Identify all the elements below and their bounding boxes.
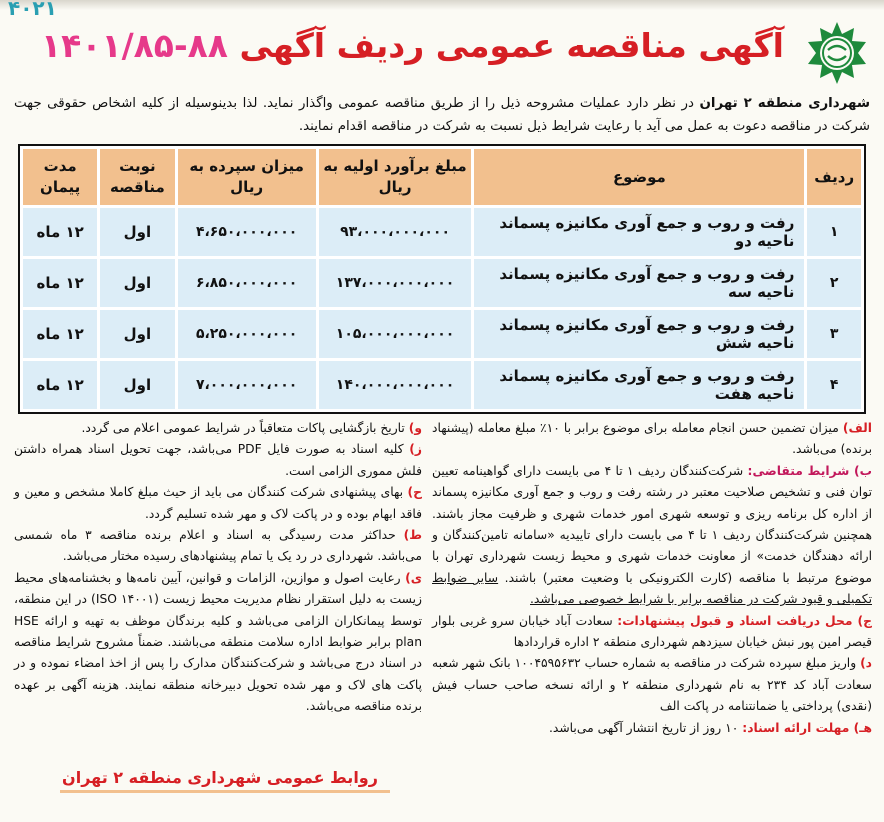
row-estimate: ۱۳۷،۰۰۰،۰۰۰،۰۰۰ (319, 259, 472, 307)
condition-dal-text: واریز مبلغ سپرده شرکت در مناقصه به شماره حساب ۱۰۰۴۵۹۵۶۳۲ بانک شهر شعبه سعادت آباد کد ۲۳۴ به نام شهرداری منطقه ۲ و ارائه نسخه صاحب حساب فیش (نقدی) پرداختی یا ضمانتنامه در پاکت الف (432, 656, 872, 714)
row-round: اول (100, 259, 174, 307)
condition-ye-label: ی) (405, 570, 422, 585)
row-estimate: ۱۴۰،۰۰۰،۰۰۰،۰۰۰ (319, 361, 472, 409)
row-subject: رفت و روب و جمع آوری مکانیزه پسماند ناحیه دو (474, 208, 804, 256)
table-row (23, 259, 861, 307)
footer-underline (60, 790, 390, 793)
row-no: ۳ (807, 310, 861, 358)
row-deposit: ۶،۸۵۰،۰۰۰،۰۰۰ (178, 259, 316, 307)
condition-alef (432, 418, 872, 461)
table-row (23, 310, 861, 358)
intro-paragraph (14, 92, 870, 138)
announcement-title (41, 26, 784, 65)
row-deposit: ۴،۶۵۰،۰۰۰،۰۰۰ (178, 208, 316, 256)
condition-alef-text: میزان تضمین حسن انجام معامله برای موضوع برابر با ۱۰٪ مبلغ معامله (پیشنهاد برنده) می‌باشد. (432, 421, 872, 457)
condition-jim-label: ج) محل دریافت اسناد و قبول پیشنهادات: (617, 613, 872, 628)
row-duration: ۱۲ ماه (23, 361, 97, 409)
row-duration: ۱۲ ماه (23, 208, 97, 256)
header (0, 12, 884, 96)
row-deposit: ۷،۰۰۰،۰۰۰،۰۰۰ (178, 361, 316, 409)
row-duration: ۱۲ ماه (23, 310, 97, 358)
conditions-right-column (432, 418, 872, 739)
condition-ze-label: ز) (409, 442, 422, 457)
tehran-municipality-logo-icon (804, 20, 870, 86)
condition-vav-text: تاریخ بازگشایی پاکات متعاقباً در شرایط عمومی اعلام می گردد. (81, 421, 405, 435)
row-duration: ۱۲ ماه (23, 259, 97, 307)
title-number: ۸۸-۱۴۰۱/۸۵ (41, 26, 228, 65)
condition-be-text: شرکت‌کنندگان ردیف ۱ تا ۴ می بایست دارای گواهینامه تعیین توان فنی و تشخیص صلاحیت معتبر در رشته رفت و روب و جمع آوری مکانیزه پسماند از اداره کل برنامه ریزی و توسعه شهری امور خدمات شهری و ظرفیت مجاز باشند. همچنین شرکت‌کنندگان ردیف ۱ تا ۴ می بایست دارای تاییدیه «سامانه تامین‌کنندگان و ارائه دهندگان خدمت» از معاونت خدمات شهری و محیط زیست شهرداری تهران با موضوع مرتبط با مناقصه (کارت الکترونیکی با وضعیت معتبر) باشند. (432, 463, 872, 585)
condition-he (432, 718, 872, 739)
title-row-label: ردیف آگهی (239, 26, 425, 65)
row-estimate: ۱۰۵،۰۰۰،۰۰۰،۰۰۰ (319, 310, 472, 358)
header-duration: مدت پیمان (23, 149, 97, 205)
header-deposit: میزان سپرده به ریال (178, 149, 316, 205)
row-estimate: ۹۳،۰۰۰،۰۰۰،۰۰۰ (319, 208, 472, 256)
row-round: اول (100, 361, 174, 409)
condition-be-label: ب) شرایط متقاضی: (747, 463, 872, 478)
condition-ta (14, 525, 422, 568)
condition-jim-text: سعادت آباد خیابان سرو غربی بلوار قیصر امین پور نبش خیابان سیزدهم شهرداری منطقه ۲ اداره قراردادها (432, 613, 872, 650)
table-row (23, 208, 861, 256)
header-estimate: مبلغ برآورد اولیه به ریال (319, 149, 472, 205)
conditions-section (14, 418, 872, 808)
condition-vav-label: و) (408, 421, 422, 435)
condition-ze-text: کلیه اسناد به صورت فایل PDF می‌باشد، جهت تحویل اسناد همراه داشتن فلش مموری الزامی است. (14, 442, 422, 478)
row-no: ۴ (807, 361, 861, 409)
condition-ze (14, 439, 422, 482)
condition-alef-label: الف) (842, 421, 872, 435)
page-edge (0, 0, 884, 10)
condition-he2-text: بهای پیشنهادی شرکت کنندگان می باید از حیث مبلغ کاملا مشخص و معین و فاقد ابهام بوده و در پاکت لاک و مهر شده تسلیم گردد. (14, 485, 422, 521)
condition-ta-label: ط) (403, 528, 422, 543)
tender-table (18, 144, 866, 414)
condition-ye-text: رعایت اصول و موازین، الزامات و قوانین، آیین نامه‌ها و بخشنامه‌های محیط زیست به دلیل استقرار نظام مدیریت محیط زیست (ISO ۱۴۰۰۱) در این منطقه، توسط پیمانکاران الزامی می‌باشد و کلیه برندگان موظف به تهیه و ارائه HSE plan برابر ضوابط اداره سلامت منطقه می‌باشند. ضمناً مشروح شرایط مناقصه در اسناد درج می‌باشد و شرکت‌کنندگان مدارک را پس از اخذ امضاء نموده و در پاکت های لاک و مهر شده تحویل دبیرخانه منطقه نمایند. هزینه آگهی بر عهده برنده مناقصه می‌باشد. (14, 570, 422, 714)
condition-jim (432, 611, 872, 654)
title-main: آگهی مناقصه عمومی (435, 26, 784, 65)
row-round: اول (100, 208, 174, 256)
intro-org: شهرداری منطقه ۲ تهران (699, 96, 870, 111)
condition-he-label: هـ) مهلت ارائه اسناد: (742, 720, 872, 735)
condition-he-text: ۱۰ روز از تاریخ انتشار آگهی می‌باشد. (548, 720, 739, 735)
condition-dal (432, 653, 872, 717)
condition-ta-text: حداکثر مدت رسیدگی به اسناد و اعلام برنده مناقصه ۳ ماه شمسی می‌باشد. شهرداری در رد یک یا تمام پیشنهادهای رسیده مختار می‌باشد. (14, 528, 422, 564)
header-subject: موضوع (474, 149, 804, 205)
table-header-row (23, 149, 861, 205)
condition-dal-label: د) (860, 656, 872, 671)
condition-vav (14, 418, 422, 439)
row-subject: رفت و روب و جمع آوری مکانیزه پسماند ناحیه شش (474, 310, 804, 358)
row-round: اول (100, 310, 174, 358)
condition-ye (14, 568, 422, 718)
condition-he2 (14, 482, 422, 525)
condition-be (432, 461, 872, 611)
condition-he2-label: ح) (407, 485, 422, 500)
intro-text: در نظر دارد عملیات مشروحه ذیل را از طریق مناقصه عمومی واگذار نماید. لذا بدینوسیله از کلیه اشخاص حقوقی جهت شرکت در مناقصه دعوت به عمل می آید با رعایت شرایط ذیل نسبت به شرکت در مناقصه اقدام نمایند. (14, 96, 870, 134)
row-subject: رفت و روب و جمع آوری مکانیزه پسماند ناحیه سه (474, 259, 804, 307)
row-no: ۱ (807, 208, 861, 256)
corner-handwritten-mark: ۴۰۲۱ (8, 0, 57, 20)
header-round: نوبت مناقصه (100, 149, 174, 205)
header-row-no: ردیف (807, 149, 861, 205)
table-row (23, 361, 861, 409)
row-deposit: ۵،۲۵۰،۰۰۰،۰۰۰ (178, 310, 316, 358)
condition-be-underlined: سایر ضوابط تکمیلی و قیود شرکت در مناقصه برابر با شرایط خصوصی می‌باشد. (432, 570, 872, 607)
row-no: ۲ (807, 259, 861, 307)
row-subject: رفت و روب و جمع آوری مکانیزه پسماند ناحیه هفت (474, 361, 804, 409)
footer-signature: روابط عمومی شهرداری منطقه ۲ تهران (62, 768, 378, 787)
conditions-left-column (14, 418, 422, 718)
